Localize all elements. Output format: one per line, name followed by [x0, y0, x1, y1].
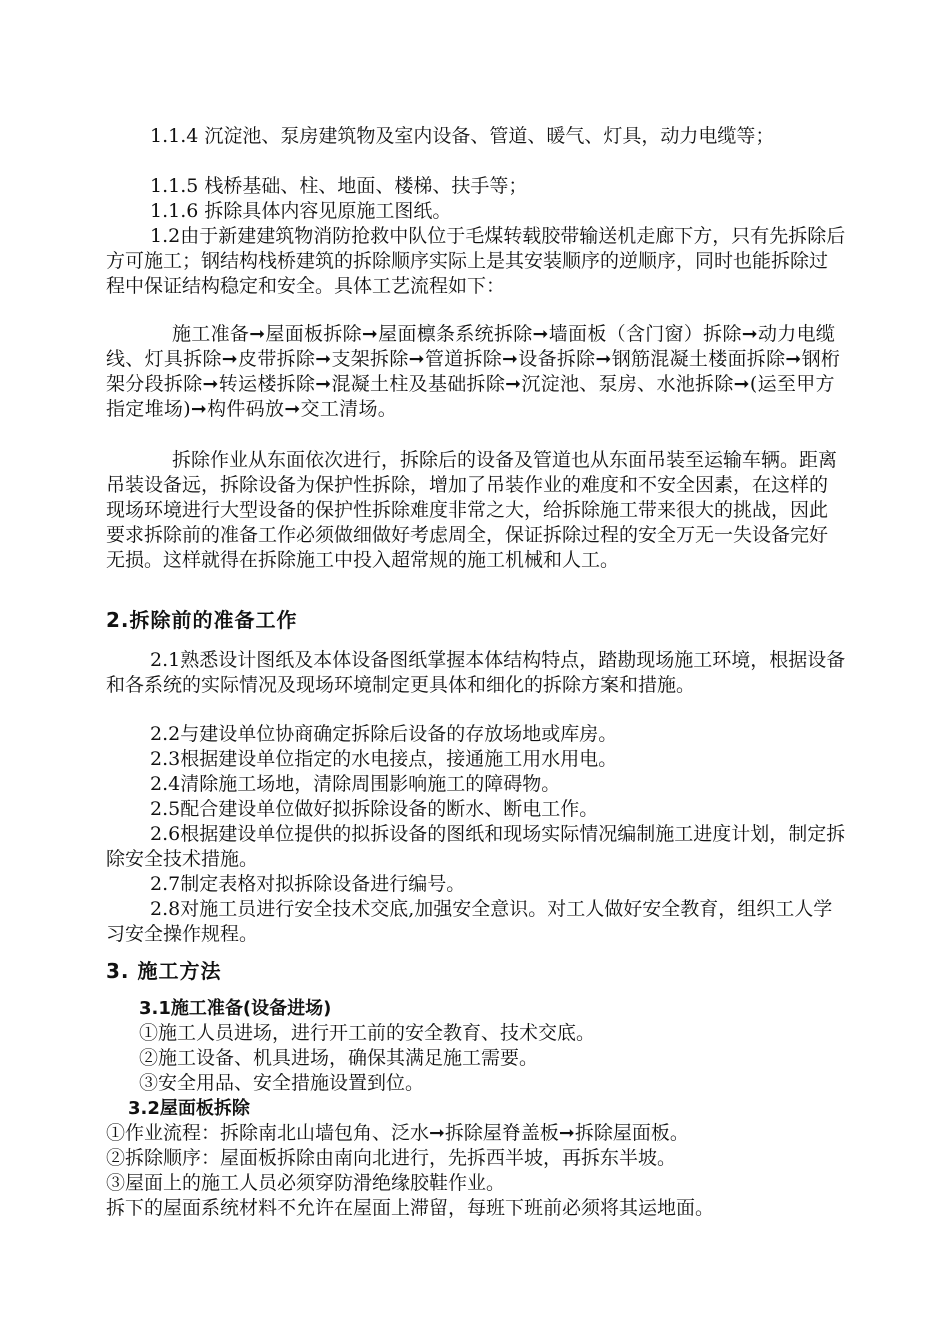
- step-3-2-4: 拆下的屋面系统材料不允许在屋面上滞留，每班下班前必须将其运地面。: [106, 1197, 715, 1219]
- paragraph-2-4: 2.4清除施工场地，清除周围影响施工的障碍物。: [150, 773, 561, 795]
- paragraph-1-1-6: 1.1.6 拆除具体内容见原施工图纸。: [150, 200, 452, 222]
- paragraph-1-2: 1.2由于新建建筑物消防抢救中队位于毛煤转载胶带输送机走廊下方，只有先拆除后方可施工；钢结构栈桥建筑的拆除顺序实际上是其安装顺序的逆顺序，同时也能拆除过程中保证结构稳定和安全。具体工艺流程如下：: [106, 225, 846, 297]
- process-flow: 施工准备➞屋面板拆除➞屋面檩条系统拆除➞墙面板（含门窗）拆除➞动力电缆线、灯具拆除➞皮带拆除➞支架拆除➞管道拆除➞设备拆除➞钢筋混凝土楼面拆除➞钢桁架分段拆除➞转运楼拆除➞混凝土柱及基础拆除➞沉淀池、泵房、水池拆除➞(运至甲方指定堆场)➞构件码放➞交工清场。: [106, 323, 841, 420]
- paragraph-2-6: 2.6根据建设单位提供的拟拆设备的图纸和现场实际情况编制施工进度计划，制定拆除安全技术措施。: [106, 823, 846, 870]
- step-3-1-3: ③安全用品、安全措施设置到位。: [139, 1072, 425, 1094]
- paragraph-2-5: 2.5配合建设单位做好拟拆除设备的断水、断电工作。: [150, 798, 599, 820]
- paragraph-intro: 拆除作业从东面依次进行，拆除后的设备及管道也从东面吊装至运输车辆。距离吊装设备远，拆除设备为保护性拆除，增加了吊装作业的难度和不安全因素，在这样的现场环境进行大型设备的保护性拆除难度非常之大，给拆除施工带来很大的挑战，因此要求拆除前的准备工作必须做细做好考虑周全，保证拆除过程的安全万无一失设备完好无损。这样就得在拆除施工中投入超常规的施工机械和人工。: [106, 449, 838, 571]
- step-3-2-3: ③屋面上的施工人员必须穿防滑绝缘胶鞋作业。: [106, 1172, 506, 1194]
- paragraph-2-1: 2.1熟悉设计图纸及本体设备图纸掌握本体结构特点，踏勘现场施工环境，根据设备和各系统的实际情况及现场环境制定更具体和细化的拆除方案和措施。: [106, 649, 846, 696]
- paragraph-2-2: 2.2与建设单位协商确定拆除后设备的存放场地或库房。: [150, 723, 618, 745]
- subsection-heading-3-1: 3.1施工准备(设备进场): [139, 998, 332, 1019]
- paragraph-2-8: 2.8对施工员进行安全技术交底,加强安全意识。对工人做好安全教育，组织工人学习安全操作规程。: [106, 898, 833, 945]
- step-3-2-2: ②拆除顺序：屋面板拆除由南向北进行，先拆西半坡，再拆东半坡。: [106, 1147, 677, 1169]
- step-3-1-1: ①施工人员进场，进行开工前的安全教育、技术交底。: [139, 1022, 596, 1044]
- section-heading-3: 3. 施工方法: [106, 959, 222, 983]
- paragraph-2-7: 2.7制定表格对拟拆除设备进行编号。: [150, 873, 466, 895]
- paragraph-2-3: 2.3根据建设单位指定的水电接点，接通施工用水用电。: [150, 748, 618, 770]
- step-3-2-1: ①作业流程：拆除南北山墙包角、泛水➞拆除屋脊盖板➞拆除屋面板。: [106, 1122, 689, 1144]
- subsection-heading-3-2: 3.2屋面板拆除: [128, 1098, 250, 1119]
- step-3-1-2: ②施工设备、机具进场，确保其满足施工需要。: [139, 1047, 539, 1069]
- paragraph-1-1-5: 1.1.5 栈桥基础、柱、地面、楼梯、扶手等；: [150, 175, 528, 197]
- section-heading-2: 2.拆除前的准备工作: [106, 608, 298, 632]
- paragraph-1-1-4: 1.1.4 沉淀池、泵房建筑物及室内设备、管道、暖气、灯具，动力电缆等；: [150, 125, 775, 147]
